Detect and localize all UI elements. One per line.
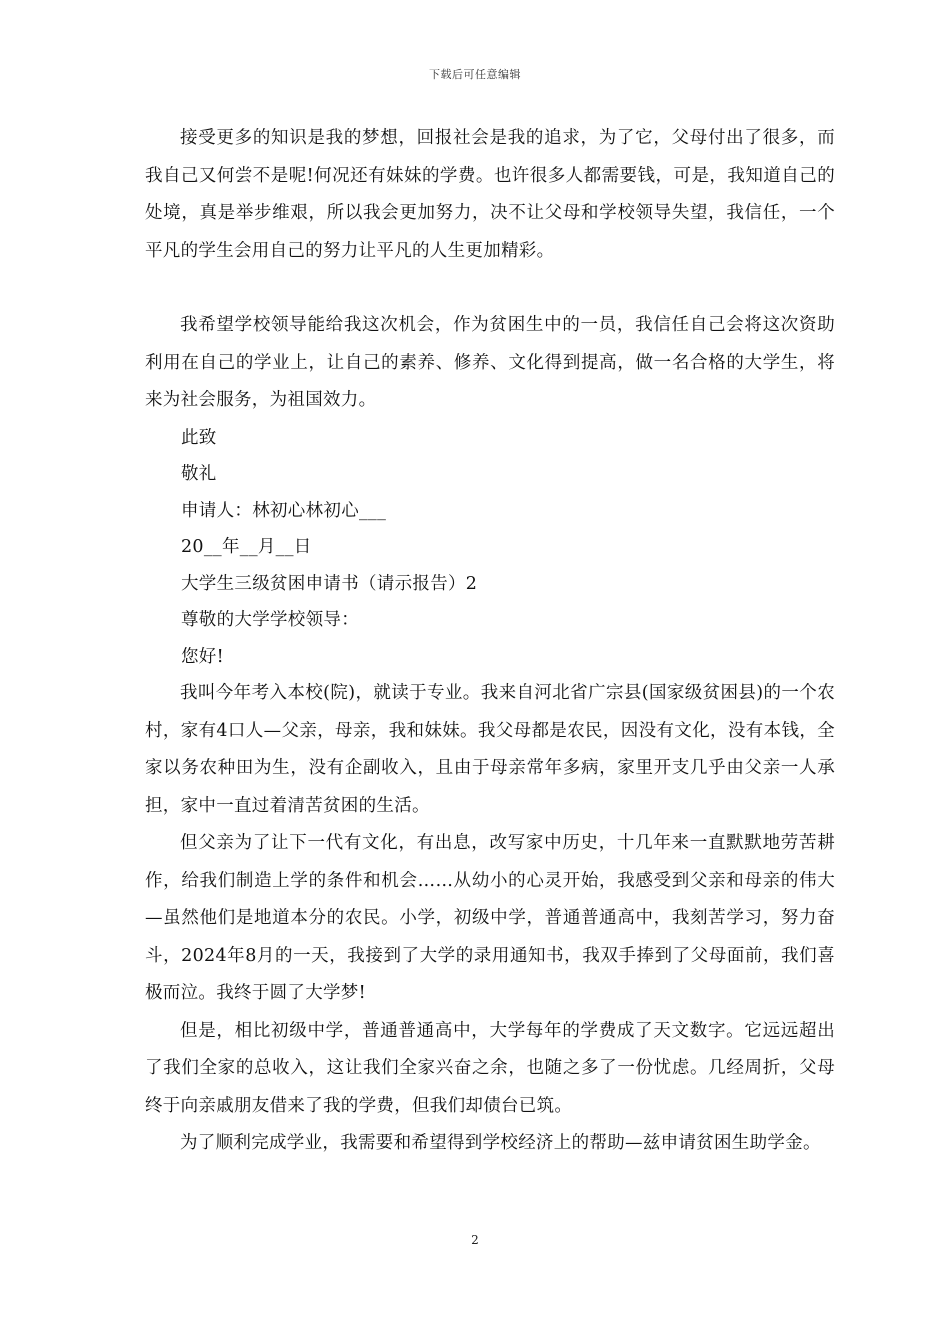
greeting: 您好! bbox=[181, 646, 224, 667]
closing-cizhi: 此致 bbox=[181, 427, 217, 448]
applicant-line: 申请人：林初心林初心___ bbox=[181, 500, 387, 521]
salutation: 尊敬的大学学校领导： bbox=[181, 610, 359, 630]
paragraph-hope: 我希望学校领导能给我这次机会，作为贫困生中的一员，我信任自己会将这次资助利用在自己的学业上，让自己的素养、修养、文化得到提高，做一名合格的大学生，将来为社会服务，为祖国效力。 bbox=[145, 315, 835, 410]
paragraph-tuition: 但是，相比初级中学，普通普通高中，大学每年的学费成了天文数字。它远远超出了我们全家的总收入，这让我们全家兴奋之余，也随之多了一份忧虑。几经周折，父母终于向亲戚朋友借来了我的学费，但我们却债台已筑。 bbox=[145, 1020, 835, 1116]
date-line: 20__年__月__日 bbox=[181, 537, 312, 557]
document-body bbox=[145, 120, 835, 1163]
paragraph-request: 为了顺利完成学业，我需要和希望得到学校经济上的帮助—兹申请贫困生助学金。 bbox=[180, 1133, 821, 1153]
paragraph-dream: 接受更多的知识是我的梦想，回报社会是我的追求，为了它，父母付出了很多，而我自己又何尝不是呢!何况还有妹妹的学费。也许很多人都需要钱，可是，我知道自己的处境，真是举步维艰，所以我会更加努力，决不让父母和学校领导失望，我信任，一个平凡的学生会用自己的努力让平凡的人生更加精彩。 bbox=[145, 128, 835, 261]
page-header-note: 下载后可任意编辑 bbox=[429, 68, 521, 81]
second-letter-title: 大学生三级贫困申请书（请示报告）2 bbox=[181, 573, 478, 594]
paragraph-introduction: 我叫今年考入本校(院)，就读于专业。我来自河北省广宗县(国家级贫困县)的一个农村，家有4口人—父亲，母亲，我和妹妹。我父母都是农民，因没有文化，没有本钱，全家以务农种田为生，没有企副收入，且由于母亲常年多病，家里开支几乎由父亲一人承担，家中一直过着清苦贫困的生活。 bbox=[145, 683, 835, 816]
closing-jingli: 敬礼 bbox=[181, 464, 217, 484]
paragraph-gap bbox=[145, 270, 835, 307]
page-number: 2 bbox=[471, 1233, 479, 1247]
paragraph-father: 但父亲为了让下一代有文化，有出息，改写家中历史，十几年来一直默默地劳苦耕作，给我们制造上学的条件和机会……从幼小的心灵开始，我感受到父亲和母亲的伟大—虽然他们是地道本分的农民。小学，初级中学，普通普通高中，我刻苦学习，努力奋斗，2024年8月的一天，我接到了大学的录用通知书，我双手捧到了父母面前，我们喜极而泣。我终于圆了大学梦! bbox=[145, 833, 835, 1003]
